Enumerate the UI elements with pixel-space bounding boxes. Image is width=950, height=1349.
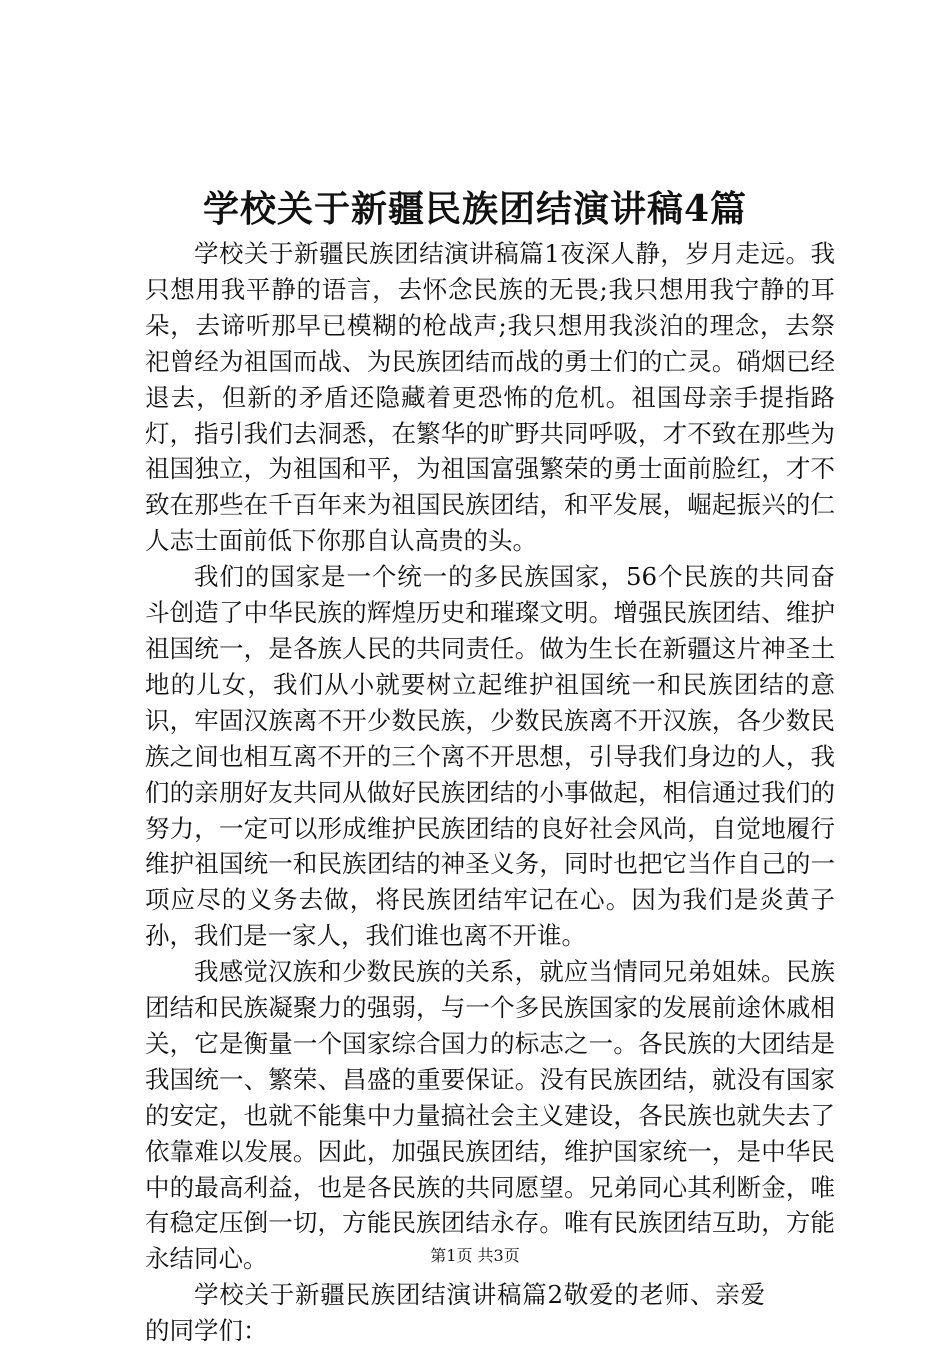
paragraph-2: 我们的国家是一个统一的多民族国家，56个民族的共同奋斗创造了中华民族的辉煌历史和璀璨文明。增强民族团结、维护祖国统一，是各族人民的共同责任。做为生长在新疆这片神圣土地的儿女，我们从小就要树立起维护祖国统一和民族团结的意识，牢固汉族离不开少数民族，少数民族离不开汉族，各少数民族之间也相互离不开的三个离不开思想，引导我们身边的人，我们的亲朋好友共同从做好民族团结的小事做起，相信通过我们的努力，一定可以形成维护民族团结的良好社会风尚，自觉地履行维护祖国统一和民族团结的神圣义务，同时也把它当作自己的一项应尽的义务去做，将民族团结牢记在心。因为我们是炎黄子孙，我们是一家人，我们谁也离不开谁。	[145, 562, 835, 951]
document-body	[145, 236, 835, 1349]
paragraph-3: 我感觉汉族和少数民族的关系，就应当情同兄弟姐妹。民族团结和民族凝聚力的强弱，与一个多民族国家的发展前途休戚相关，它是衡量一个国家综合国力的标志之一。各民族的大团结是我国统一、繁荣、昌盛的重要保证。没有民族团结，就没有国家的安定，也就不能集中力量搞社会主义建设，各民族也就失去了依靠难以发展。因此，加强民族团结，维护国家统一，是中华民中的最高利益，也是各民族的共同愿望。兄弟同心其利断金，唯有稳定压倒一切，方能民族团结永存。唯有民族团结互助，方能永结同心。	[145, 957, 835, 1274]
document-title: 学校关于新疆民族团结演讲稿4篇	[202, 188, 748, 230]
paragraph-1: 学校关于新疆民族团结演讲稿篇1夜深人静，岁月走远。我只想用我平静的语言，去怀念民族的无畏;我只想用我宁静的耳朵，去谛听那早已模糊的枪战声;我只想用我淡泊的理念，去祭祀曾经为祖国而战、为民族团结而战的勇士们的亡灵。硝烟已经退去，但新的矛盾还隐藏着更恐怖的危机。祖国母亲手提指路灯，指引我们去洞悉，在繁华的旷野共同呼吸，才不致在那些为祖国独立，为祖国和平，为祖国富强繁荣的勇士面前脸红，才不致在那些在千百年来为祖国民族团结，和平发展，崛起振兴的仁人志士面前低下你那自认高贵的头。	[145, 239, 835, 556]
paragraph-4: 学校关于新疆民族团结演讲稿篇2敬爱的老师、亲爱的同学们：	[145, 1280, 765, 1346]
page-number-footer: 第1页 共3页	[430, 1246, 520, 1265]
